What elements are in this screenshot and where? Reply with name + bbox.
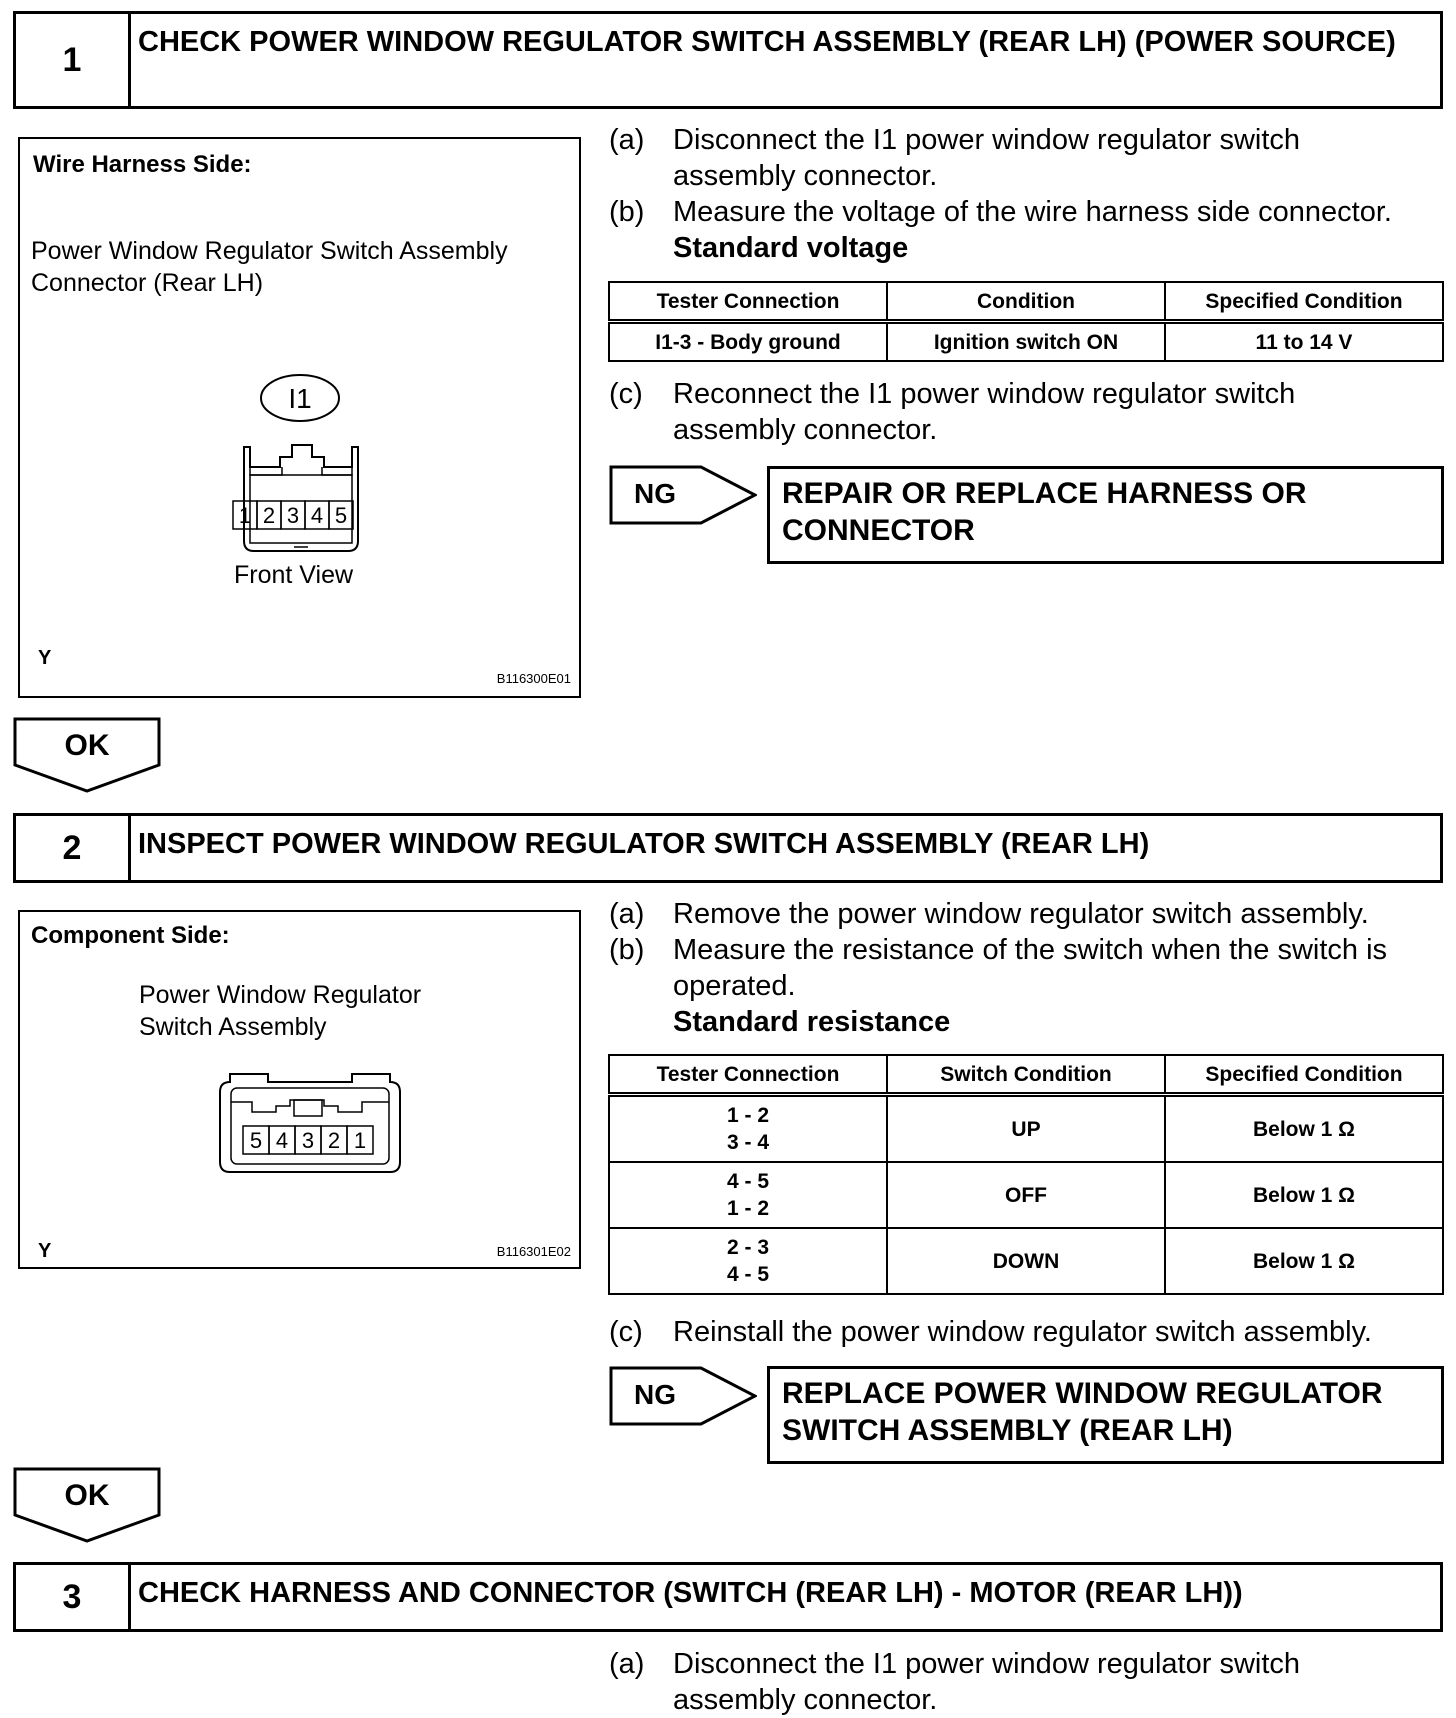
- table-header: Specified Condition: [1165, 1055, 1443, 1095]
- table-header: Switch Condition: [887, 1055, 1165, 1095]
- table-row: 1 - 2 3 - 4 UP Below 1 Ω: [609, 1095, 1443, 1163]
- table-row: 4 - 5 1 - 2 OFF Below 1 Ω: [609, 1162, 1443, 1228]
- standard-voltage-label: Standard voltage: [673, 232, 909, 264]
- table-row: I1-3 - Body ground Ignition switch ON 11 to 14 V: [609, 322, 1443, 362]
- pin-label: 5: [334, 503, 348, 528]
- step-number: 3: [16, 1565, 131, 1629]
- step-title: CHECK POWER WINDOW REGULATOR SWITCH ASSEMBLY (REAR LH) (POWER SOURCE): [138, 26, 1396, 58]
- step-2-header: [13, 813, 1443, 883]
- figure-heading: Component Side:: [31, 922, 230, 949]
- ng-result-box: REPAIR OR REPLACE HARNESS OR CONNECTOR: [767, 466, 1444, 564]
- switch-connector-diagram: [200, 1062, 420, 1182]
- ng-result-box: REPLACE POWER WINDOW REGULATOR SWITCH ASSEMBLY (REAR LH): [767, 1366, 1444, 1464]
- figure-heading: Wire Harness Side:: [33, 151, 252, 178]
- standard-resistance-label: Standard resistance: [673, 1006, 951, 1038]
- pin-label: 4: [275, 1128, 289, 1153]
- front-view-label: Front View: [234, 561, 354, 589]
- ng-arrow: [609, 465, 757, 525]
- pin-label: 1: [238, 503, 252, 528]
- ok-arrow: [13, 1467, 161, 1543]
- step-title: INSPECT POWER WINDOW REGULATOR SWITCH ASSEMBLY (REAR LH): [138, 828, 1150, 860]
- table-header: Specified Condition: [1165, 282, 1443, 322]
- table-header: Condition: [887, 282, 1165, 322]
- ng-arrow: [609, 1366, 757, 1426]
- pin-label: 5: [249, 1128, 263, 1153]
- ok-label: OK: [64, 1479, 110, 1512]
- pin-label: 2: [262, 503, 276, 528]
- pin-label: 1: [353, 1128, 367, 1153]
- figure-caption-1: Power Window Regulator: [139, 981, 422, 1009]
- voltage-table: [608, 281, 1444, 362]
- step-number: 1: [16, 14, 131, 106]
- figure-caption-1: Power Window Regulator Switch Assembly: [31, 237, 508, 265]
- table-row: 2 - 3 4 - 5 DOWN Below 1 Ω: [609, 1228, 1443, 1294]
- pin-label: 2: [327, 1128, 341, 1153]
- step-3-header: [13, 1562, 1443, 1632]
- ng-label: NG: [634, 478, 676, 509]
- step-title: CHECK HARNESS AND CONNECTOR (SWITCH (REAR LH) - MOTOR (REAR LH)): [138, 1577, 1243, 1609]
- figure-id: B116300E01: [496, 671, 571, 686]
- ok-arrow: [13, 717, 161, 793]
- component-side-figure: [18, 910, 581, 1269]
- pin-label: 3: [301, 1128, 315, 1153]
- resistance-table: [608, 1054, 1444, 1295]
- corner-mark: Y: [38, 647, 52, 669]
- wire-harness-figure: [18, 137, 581, 698]
- step-1-header: [13, 11, 1443, 109]
- step-number: 2: [16, 816, 131, 880]
- pin-label: 3: [286, 503, 300, 528]
- connector-id-label: I1: [288, 383, 312, 414]
- ok-label: OK: [64, 729, 110, 762]
- figure-caption-2: Connector (Rear LH): [31, 269, 264, 297]
- table-header: Tester Connection: [609, 282, 887, 322]
- pin-label: 4: [310, 503, 324, 528]
- connector-i1-diagram: [210, 371, 380, 691]
- table-header: Tester Connection: [609, 1055, 887, 1095]
- figure-id: B116301E02: [496, 1244, 571, 1259]
- ng-label: NG: [634, 1379, 676, 1410]
- figure-caption-2: Switch Assembly: [139, 1013, 327, 1041]
- corner-mark: Y: [38, 1240, 52, 1262]
